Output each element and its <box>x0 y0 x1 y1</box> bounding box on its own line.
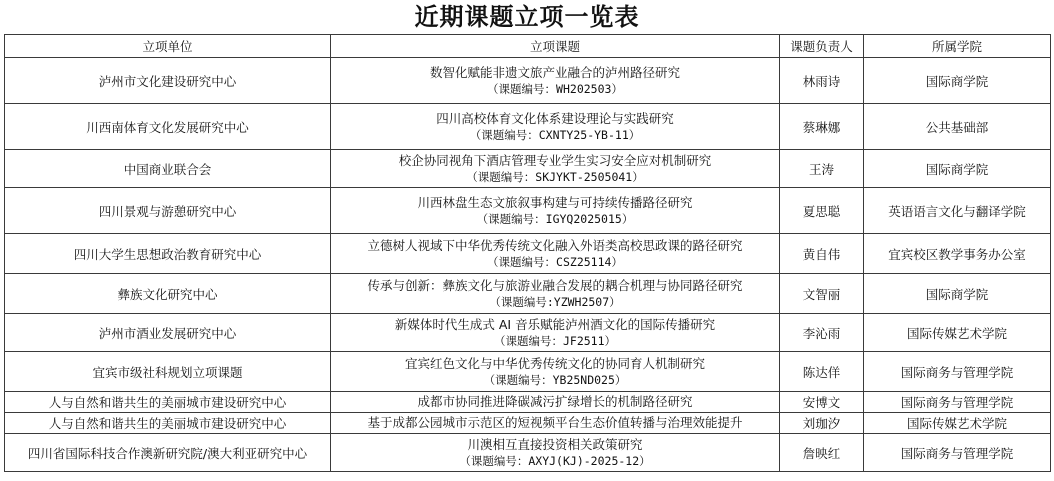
header-topic[interactable]: 立项课题 <box>331 35 780 58</box>
page-title: 近期课题立项一览表 <box>414 2 640 31</box>
cell-school[interactable]: 国际商学院 <box>864 150 1051 188</box>
topic-code: （课题编号：CSZ25114） <box>487 254 623 269</box>
cell-leader[interactable]: 王涛 <box>780 150 864 188</box>
cell-topic[interactable] <box>331 434 780 472</box>
topic-code: （课题编号：AXYJ(KJ)-2025-12） <box>459 453 651 468</box>
cell-topic[interactable] <box>331 188 780 234</box>
cell-leader[interactable]: 文智丽 <box>780 274 864 314</box>
topic-title: 川西林盘生态文旅叙事构建与可持续传播路径研究 <box>417 194 693 210</box>
topic-code: （课题编号：YB25ND025） <box>483 372 627 387</box>
topic-title: 川澳相互直接投资相关政策研究 <box>467 436 643 452</box>
cell-topic[interactable] <box>331 392 780 413</box>
topic-title: 成都市协同推进降碳减污扩绿增长的机制路径研究 <box>417 394 693 409</box>
topic-title: 校企协同视角下酒店管理专业学生实习安全应对机制研究 <box>398 152 712 168</box>
cell-unit[interactable]: 宜宾市级社科规划立项课题 <box>5 352 331 392</box>
cell-school[interactable]: 国际商务与管理学院 <box>864 392 1051 413</box>
project-table <box>4 34 1051 472</box>
cell-school[interactable]: 公共基础部 <box>864 104 1051 150</box>
cell-topic[interactable] <box>331 104 780 150</box>
table-row <box>5 58 1051 104</box>
cell-leader[interactable]: 詹映红 <box>780 434 864 472</box>
cell-topic[interactable] <box>331 274 780 314</box>
cell-school[interactable]: 国际传媒艺术学院 <box>864 314 1051 352</box>
cell-leader[interactable]: 李沁雨 <box>780 314 864 352</box>
cell-school[interactable]: 国际商务与管理学院 <box>864 352 1051 392</box>
table-row <box>5 188 1051 234</box>
cell-school[interactable]: 国际商学院 <box>864 274 1051 314</box>
cell-leader[interactable]: 黄自伟 <box>780 234 864 274</box>
header-unit[interactable]: 立项单位 <box>5 35 331 58</box>
table-row <box>5 234 1051 274</box>
cell-unit[interactable]: 人与自然和谐共生的美丽城市建设研究中心 <box>5 392 331 413</box>
table-row <box>5 104 1051 150</box>
topic-code: （课题编号：SKJYKT-2505041） <box>466 169 644 184</box>
cell-unit[interactable]: 泸州市酒业发展研究中心 <box>5 314 331 352</box>
cell-unit[interactable]: 四川景观与游憩研究中心 <box>5 188 331 234</box>
topic-title: 基于成都公园城市示范区的短视频平台生态价值转播与治理效能提升 <box>367 415 743 430</box>
topic-title: 数智化赋能非遗文旅产业融合的泸州路径研究 <box>429 64 680 80</box>
topic-code: （课题编号:YZWH2507） <box>489 294 621 309</box>
cell-leader[interactable]: 夏思聪 <box>780 188 864 234</box>
cell-unit[interactable]: 中国商业联合会 <box>5 150 331 188</box>
topic-code: （课题编号：IGYQ2025015） <box>476 211 634 226</box>
table-row <box>5 352 1051 392</box>
cell-leader[interactable]: 陈达佯 <box>780 352 864 392</box>
cell-unit[interactable]: 四川省国际科技合作澳新研究院/澳大利亚研究中心 <box>5 434 331 472</box>
cell-unit[interactable]: 彝族文化研究中心 <box>5 274 331 314</box>
topic-code: （课题编号：JF2511） <box>493 333 617 348</box>
header-row <box>5 35 1051 58</box>
cell-school[interactable]: 国际商务与管理学院 <box>864 434 1051 472</box>
table-row <box>5 413 1051 434</box>
cell-leader[interactable]: 安博文 <box>780 392 864 413</box>
table-row <box>5 150 1051 188</box>
topic-code: （课题编号：CXNTY25-YB-11） <box>469 127 641 142</box>
table-row <box>5 274 1051 314</box>
cell-school[interactable]: 国际商学院 <box>864 58 1051 104</box>
topic-code: （课题编号：WH202503） <box>487 81 623 96</box>
topic-title: 宜宾红色文化与中华优秀传统文化的协同育人机制研究 <box>404 355 705 371</box>
cell-school[interactable]: 国际传媒艺术学院 <box>864 413 1051 434</box>
cell-unit[interactable]: 川西南体育文化发展研究中心 <box>5 104 331 150</box>
cell-school[interactable]: 英语语言文化与翻译学院 <box>864 188 1051 234</box>
cell-topic[interactable] <box>331 314 780 352</box>
header-school[interactable]: 所属学院 <box>864 35 1051 58</box>
topic-title: 传承与创新：彝族文化与旅游业融合发展的耦合机理与协同路径研究 <box>367 277 743 293</box>
topic-title: 新媒体时代生成式 AI 音乐赋能泸州酒文化的国际传播研究 <box>394 316 716 332</box>
topic-title: 四川高校体育文化体系建设理论与实践研究 <box>436 110 674 126</box>
cell-unit[interactable]: 四川大学生思想政治教育研究中心 <box>5 234 331 274</box>
cell-unit[interactable]: 人与自然和谐共生的美丽城市建设研究中心 <box>5 413 331 434</box>
table-row <box>5 392 1051 413</box>
cell-topic[interactable] <box>331 413 780 434</box>
cell-leader[interactable]: 林雨诗 <box>780 58 864 104</box>
cell-unit[interactable]: 泸州市文化建设研究中心 <box>5 58 331 104</box>
header-leader[interactable]: 课题负责人 <box>780 35 864 58</box>
cell-topic[interactable] <box>331 352 780 392</box>
table-row <box>5 314 1051 352</box>
topic-title: 立德树人视域下中华优秀传统文化融入外语类高校思政课的路径研究 <box>367 237 743 253</box>
cell-topic[interactable] <box>331 234 780 274</box>
cell-topic[interactable] <box>331 150 780 188</box>
cell-leader[interactable]: 蔡琳娜 <box>780 104 864 150</box>
table-row <box>5 434 1051 472</box>
cell-leader[interactable]: 刘珈汐 <box>780 413 864 434</box>
cell-topic[interactable] <box>331 58 780 104</box>
cell-school[interactable]: 宜宾校区教学事务办公室 <box>864 234 1051 274</box>
